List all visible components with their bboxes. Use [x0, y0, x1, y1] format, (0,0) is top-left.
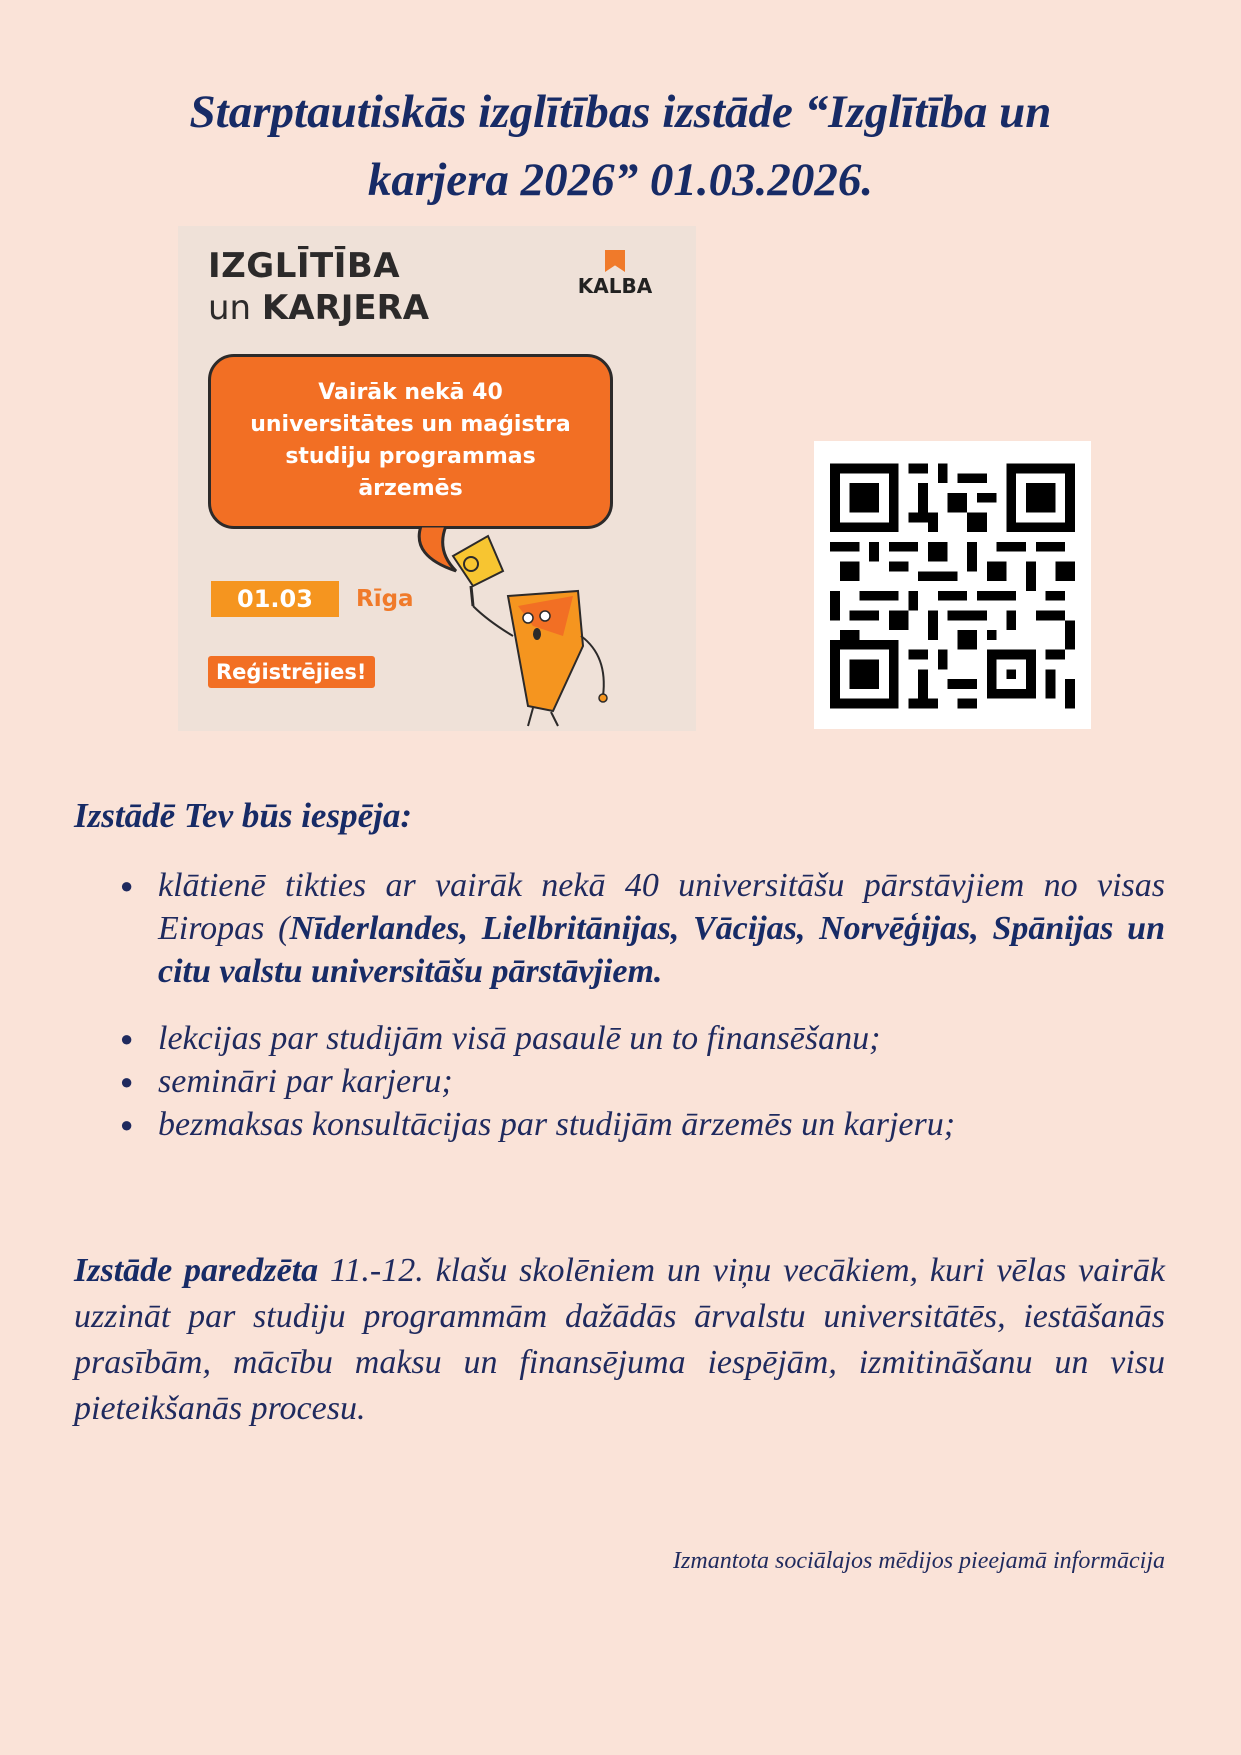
page-title — [60, 78, 1181, 214]
bullet-1-countries: Nīderlandes, Lielbritānijas, Vācijas, Norvēģijas, Spānijas un citu valstu universitāšu pārstāvjiem. — [158, 910, 1165, 990]
kalba-logo-icon — [605, 250, 625, 272]
kalba-logo — [570, 250, 660, 298]
list-item: ● lekcijas par studijām visā pasaulē un to finansēšanu; — [120, 1017, 1165, 1060]
section-title: Izstādē Tev būs iespēja: — [74, 796, 412, 835]
bullet-1-text: klātienē tikties ar vairāk nekā 40 universitāšu pārstāvjiem no visas Eiropas ( — [158, 867, 1165, 947]
promo-heading: IZGLĪTĪBA — [208, 246, 401, 286]
bubble-line: ārzemēs — [358, 476, 463, 501]
opportunities-list — [120, 864, 1165, 1146]
event-date-badge: 01.03 — [211, 581, 339, 617]
bubble-line: studiju programmas — [285, 444, 536, 469]
event-city: Rīga — [356, 586, 414, 612]
bubble-line: Vairāk nekā 40 — [318, 380, 503, 405]
mascot-megaphone-icon — [433, 526, 633, 731]
promo-subheading — [208, 288, 429, 328]
bubble-line: universitātes un maģistra — [250, 412, 571, 437]
promo-heading-un: un — [208, 288, 262, 328]
audience-paragraph — [74, 1248, 1165, 1432]
title-line-2: karjera 2026” 01.03.2026. — [367, 154, 874, 206]
audience-text: 11.-12. klašu skolēniem un viņu vecākiem, kuri vēlas vairāk uzzināt par studiju programmām dažādās ārvalstu universitātēs, iestāšanās prasībām, mācību maksu un finansējuma iespējām, izmitināšanu un visu pieteikšanās procesu. — [74, 1252, 1165, 1427]
event-promo-image — [178, 226, 696, 731]
speech-bubble — [208, 354, 613, 529]
title-line-1: Starptautiskās izglītības izstāde “Izglītība un — [189, 86, 1052, 138]
promo-heading-karjera: KARJERA — [261, 288, 430, 328]
qr-code-icon — [830, 461, 1075, 711]
register-label: Reģistrējies! — [208, 656, 375, 688]
source-note: Izmantota sociālajos mēdijos pieejamā informācija — [673, 1548, 1165, 1574]
list-item: ● bezmaksas konsultācijas par studijām ārzemēs un karjeru; — [120, 1103, 1165, 1146]
qr-code[interactable] — [814, 441, 1091, 729]
list-item: ● semināri par karjeru; — [120, 1060, 1165, 1103]
audience-lead: Izstāde paredzēta — [74, 1252, 319, 1289]
kalba-logo-text: KALBA — [577, 274, 653, 298]
list-item — [120, 864, 1165, 993]
